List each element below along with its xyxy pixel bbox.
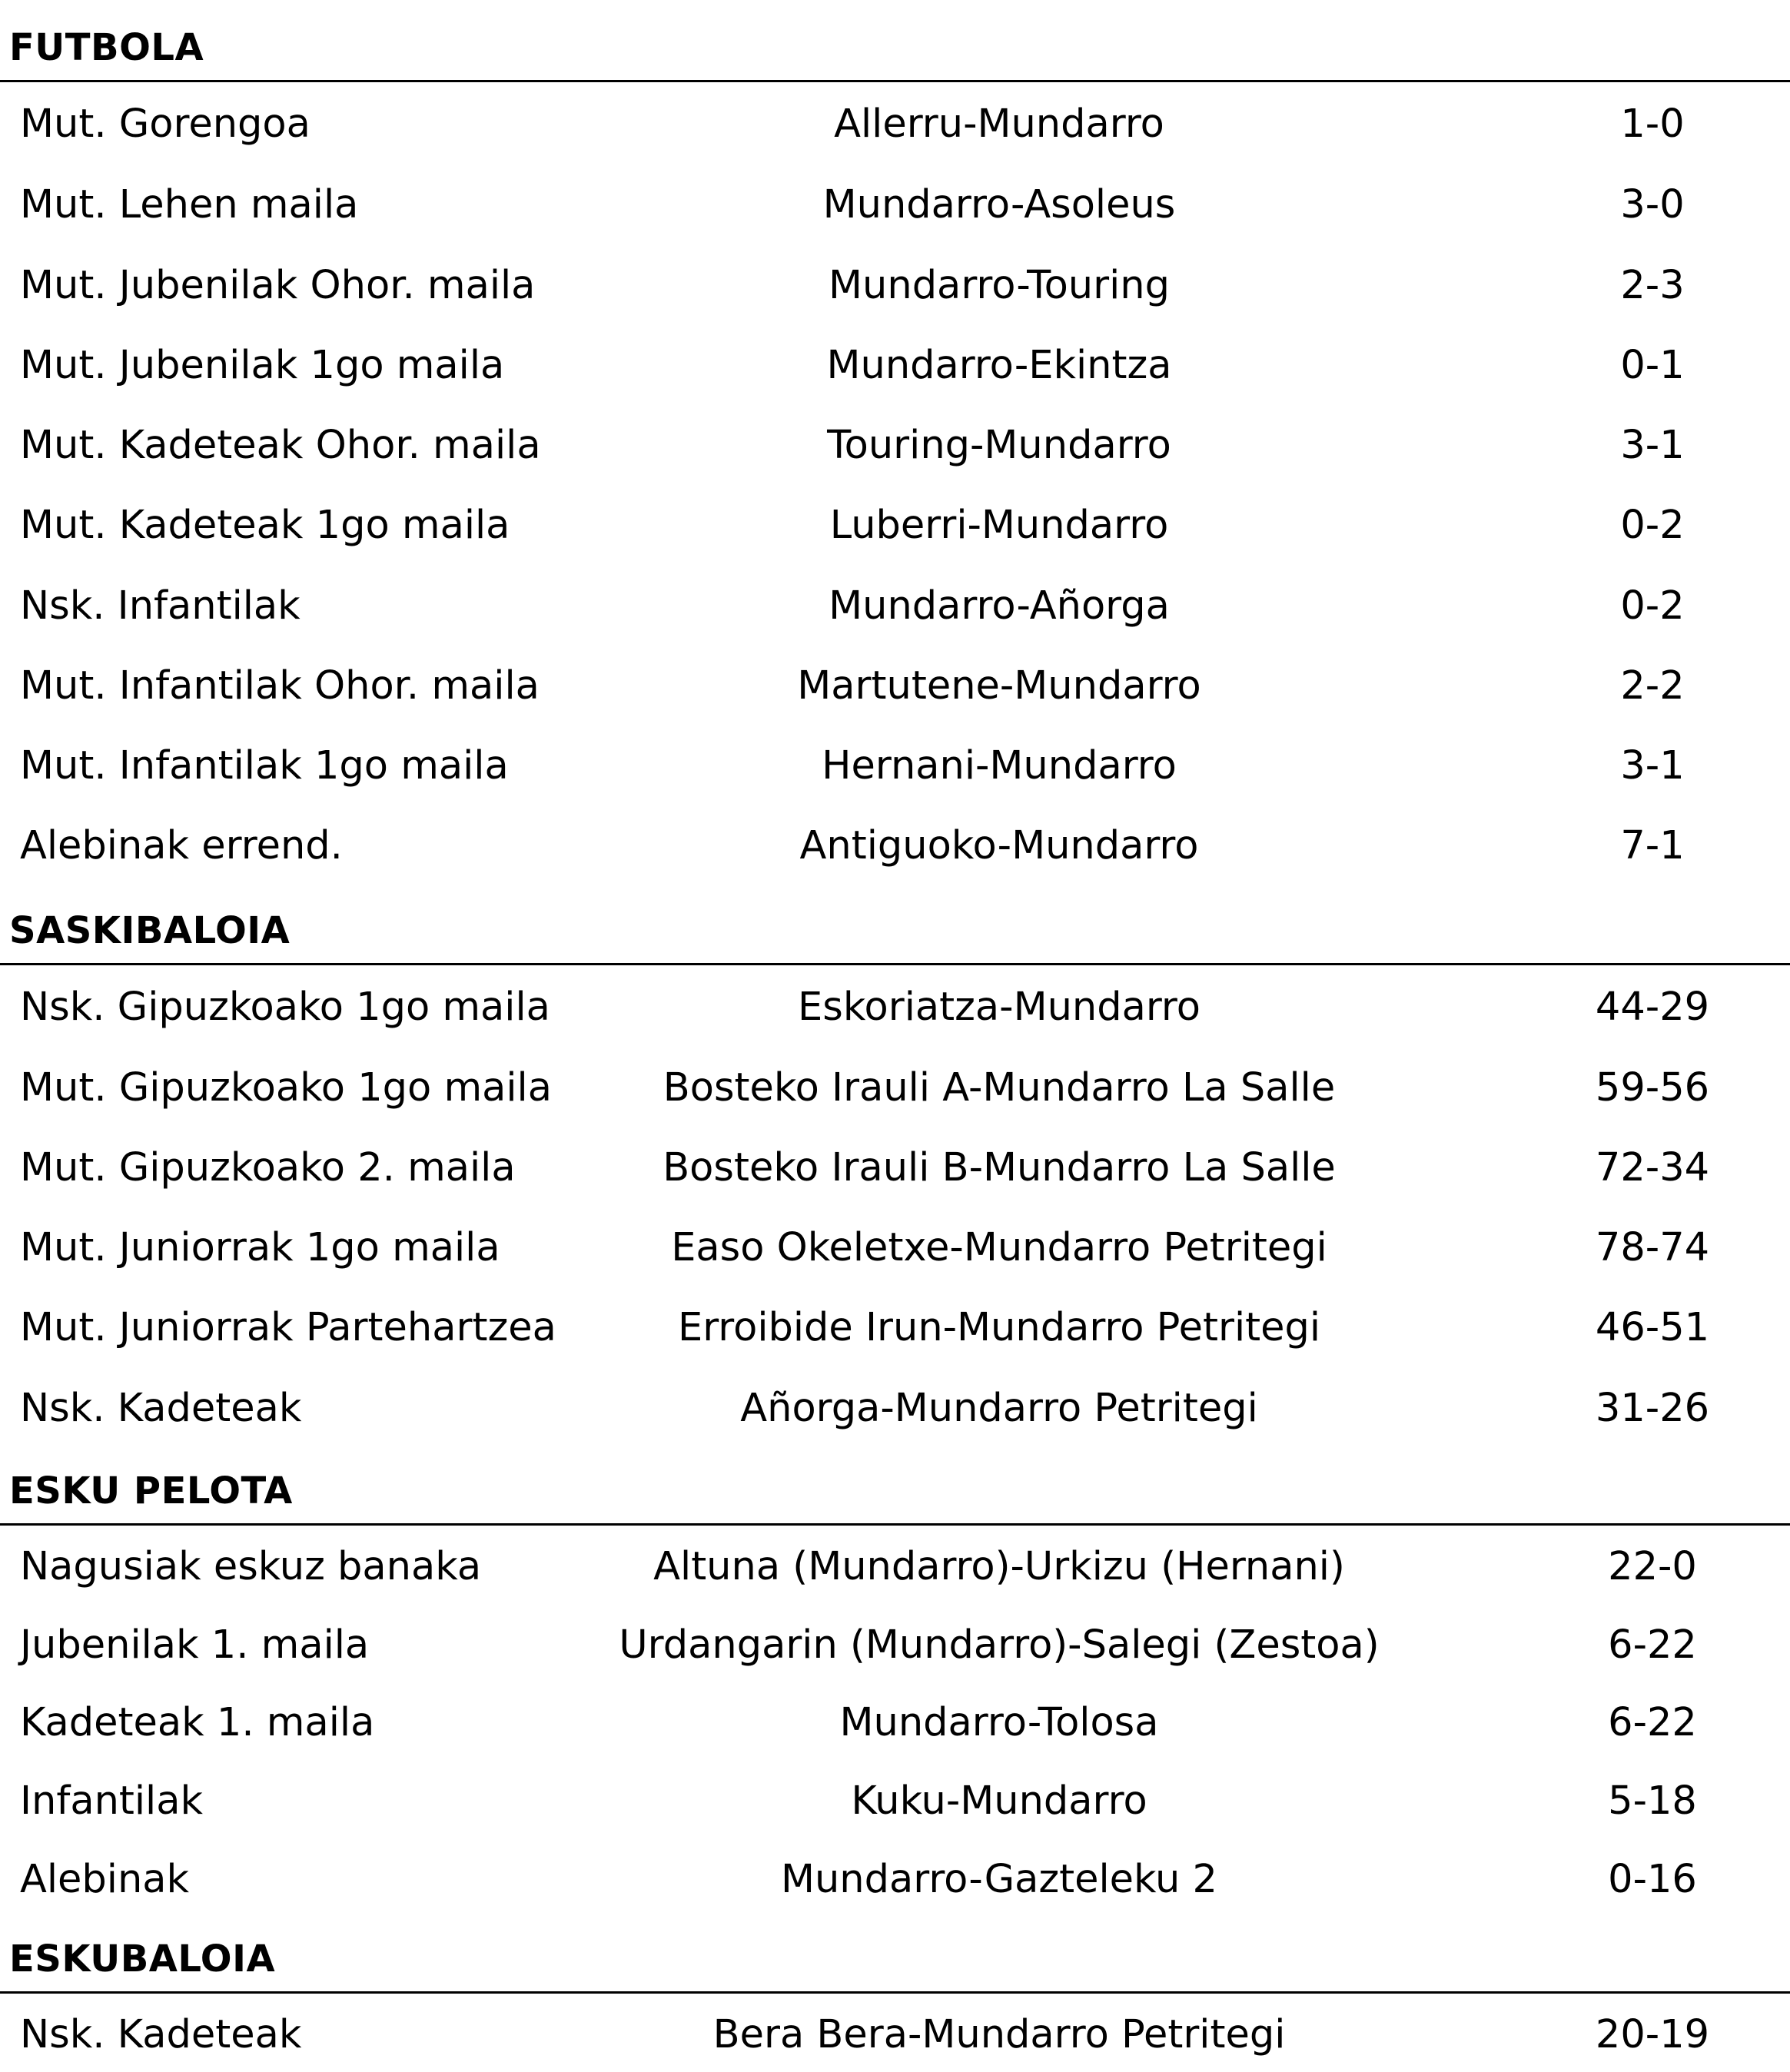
category-cell: Mut. Juniorrak 1go maila [20, 1225, 500, 1270]
section-header [0, 0, 1790, 82]
score-cell: 44-29 [1595, 985, 1710, 1030]
match-cell: Martutene-Mundarro [797, 663, 1201, 709]
score-cell: 22-0 [1608, 1544, 1697, 1589]
match-cell: Easo Okeletxe-Mundarro Petritegi [671, 1225, 1327, 1270]
category-cell: Alebinak errend. [20, 823, 343, 868]
score-cell: 6-22 [1608, 1700, 1697, 1745]
match-cell: Mundarro-Tolosa [839, 1700, 1159, 1745]
section-header [0, 1445, 1790, 1526]
match-cell: Antiguoko-Mundarro [799, 823, 1199, 868]
score-cell: 6-22 [1608, 1622, 1697, 1668]
match-cell: Bosteko Irauli B-Mundarro La Salle [663, 1145, 1336, 1190]
score-cell: 78-74 [1595, 1225, 1710, 1270]
category-cell: Alebinak [20, 1857, 190, 1902]
match-cell: Altuna (Mundarro)-Urkizu (Hernani) [653, 1544, 1345, 1589]
score-cell: 0-2 [1620, 503, 1685, 548]
section-header [0, 1914, 1790, 1994]
section-header [0, 882, 1790, 965]
category-cell: Mut. Infantilak Ohor. maila [20, 663, 540, 709]
category-cell: Mut. Gipuzkoako 1go maila [20, 1065, 552, 1111]
match-cell: Touring-Mundarro [827, 423, 1171, 468]
category-cell: Mut. Kadeteak Ohor. maila [20, 423, 541, 468]
score-cell: 2-3 [1620, 263, 1685, 308]
match-cell: Mundarro-Touring [829, 263, 1170, 308]
category-cell: Mut. Infantilak 1go maila [20, 743, 509, 789]
score-cell: 7-1 [1620, 823, 1685, 868]
match-cell: Luberri-Mundarro [829, 503, 1169, 548]
category-cell: Nsk. Gipuzkoako 1go maila [20, 985, 550, 1030]
score-cell: 72-34 [1595, 1145, 1710, 1190]
score-cell: 3-1 [1620, 743, 1685, 789]
category-cell: Nsk. Kadeteak [20, 2012, 302, 2057]
match-cell: Añorga-Mundarro Petritegi [740, 1386, 1258, 1431]
match-cell: Mundarro-Gazteleku 2 [780, 1857, 1218, 1902]
score-cell: 31-26 [1595, 1386, 1710, 1431]
score-cell: 59-56 [1595, 1065, 1710, 1111]
score-cell: 2-2 [1620, 663, 1685, 709]
match-cell: Erroibide Irun-Mundarro Petritegi [677, 1305, 1321, 1350]
category-cell: Mut. Juniorrak Partehartzea [20, 1305, 556, 1350]
score-cell: 0-1 [1620, 343, 1685, 388]
score-cell: 1-0 [1620, 101, 1685, 147]
category-cell: Mut. Jubenilak 1go maila [20, 343, 505, 388]
match-cell: Bera Bera-Mundarro Petritegi [712, 2012, 1286, 2057]
match-cell: Mundarro-Asoleus [822, 182, 1176, 227]
match-cell: Allerru-Mundarro [834, 101, 1164, 147]
category-cell: Jubenilak 1. maila [20, 1622, 370, 1668]
category-cell: Nsk. Kadeteak [20, 1386, 302, 1431]
category-cell: Mut. Kadeteak 1go maila [20, 503, 510, 548]
score-cell: 3-1 [1620, 423, 1685, 468]
category-cell: Kadeteak 1. maila [20, 1700, 375, 1745]
score-cell: 20-19 [1595, 2012, 1710, 2057]
match-cell: Kuku-Mundarro [851, 1778, 1147, 1824]
section-title: ESKU PELOTA [9, 1469, 293, 1512]
match-cell: Urdangarin (Mundarro)-Salegi (Zestoa) [619, 1622, 1380, 1668]
section-title: SASKIBALOIA [9, 909, 291, 952]
score-cell: 0-16 [1608, 1857, 1697, 1902]
category-cell: Nagusiak eskuz banaka [20, 1544, 482, 1589]
score-cell: 5-18 [1608, 1778, 1697, 1824]
match-cell: Bosteko Irauli A-Mundarro La Salle [663, 1065, 1336, 1111]
match-cell: Eskoriatza-Mundarro [798, 985, 1201, 1030]
category-cell: Mut. Gorengoa [20, 101, 311, 147]
category-cell: Mut. Gipuzkoako 2. maila [20, 1145, 516, 1190]
score-cell: 0-2 [1620, 583, 1685, 629]
section-title: FUTBOLA [9, 26, 204, 69]
section-title: ESKUBALOIA [9, 1938, 276, 1981]
score-cell: 3-0 [1620, 182, 1685, 227]
match-cell: Mundarro-Añorga [829, 583, 1170, 629]
category-cell: Infantilak [20, 1778, 204, 1824]
match-cell: Mundarro-Ekintza [826, 343, 1172, 388]
category-cell: Nsk. Infantilak [20, 583, 301, 629]
score-cell: 46-51 [1595, 1305, 1710, 1350]
match-cell: Hernani-Mundarro [822, 743, 1177, 789]
category-cell: Mut. Lehen maila [20, 182, 359, 227]
category-cell: Mut. Jubenilak Ohor. maila [20, 263, 536, 308]
